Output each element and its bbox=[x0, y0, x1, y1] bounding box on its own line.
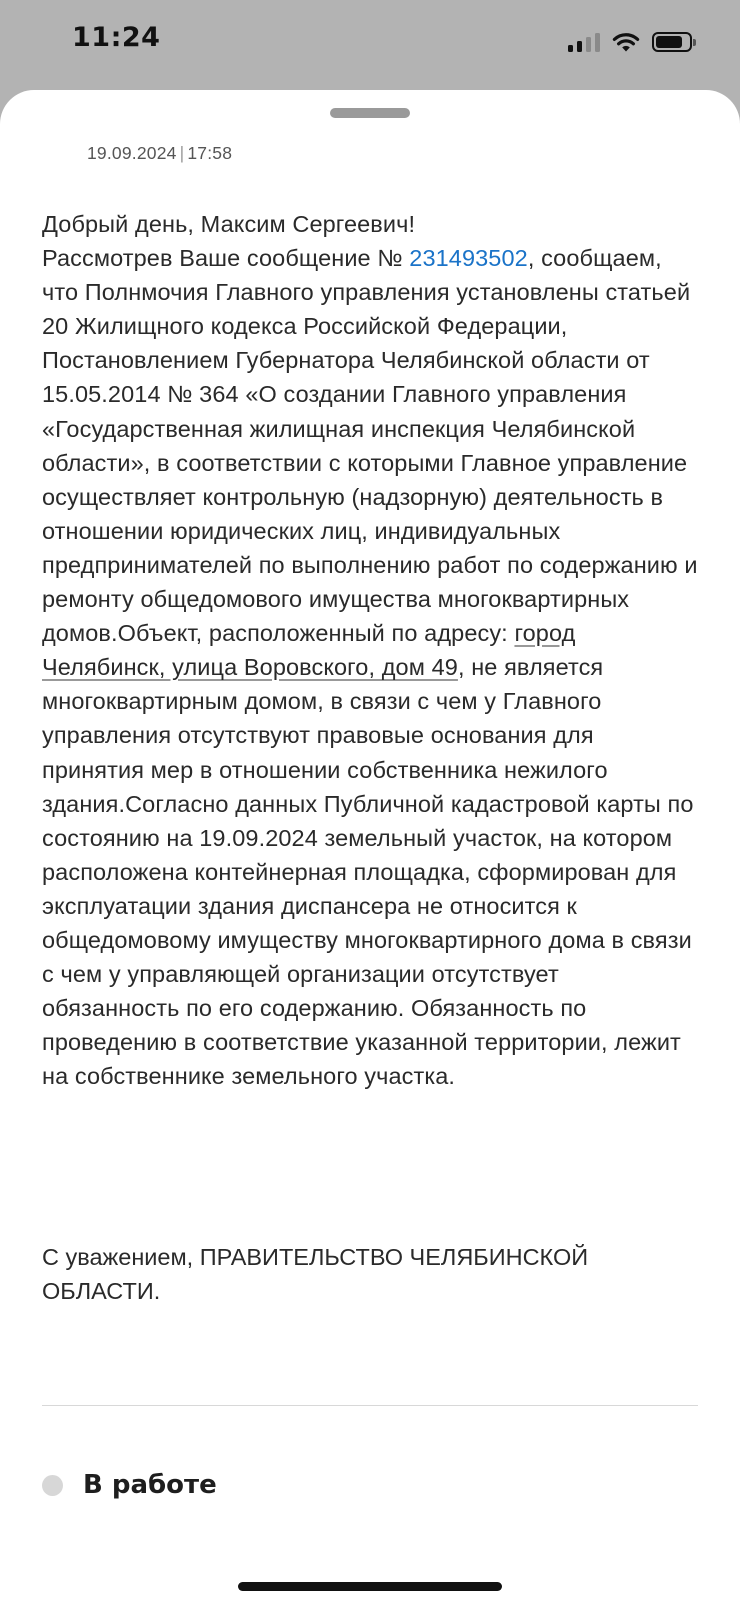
wifi-icon bbox=[612, 32, 640, 53]
request-status bbox=[42, 1470, 217, 1500]
message-number-link[interactable]: 231493502 bbox=[409, 245, 528, 272]
message-body-part1: , сообщаем, что Полнмочия Главного управления установлены статьей 20 Жилищного кодекса Российской Федерации, Постановлением Губернатора Челябинской области от 15.05.2014 № 364 «О создании Главного управления «Государственная жилищная инспекция Челябинской области», в соответствии с которыми Главное управление осуществляет контрольную (надзорную) деятельность в отношении юридических лиц, индивидуальных предпринимателей по выполнению работ по содержанию и ремонту общедомового имущества многоквартирных домов.Объект, расположенный по адресу: bbox=[42, 245, 698, 647]
message-date: 19.09.2024 bbox=[87, 143, 177, 163]
status-time: 11:24 bbox=[72, 22, 161, 53]
cellular-signal-icon bbox=[568, 32, 600, 52]
message-sheet bbox=[0, 90, 740, 1601]
status-bar bbox=[0, 0, 740, 90]
divider bbox=[42, 1405, 698, 1406]
message-text bbox=[42, 241, 702, 1093]
message-datetime bbox=[87, 143, 232, 164]
message-time: 17:58 bbox=[187, 143, 233, 163]
datetime-separator: | bbox=[179, 143, 185, 163]
status-dot-icon bbox=[42, 1475, 63, 1496]
status-label: В работе bbox=[83, 1470, 217, 1500]
status-icons bbox=[568, 30, 692, 54]
message-greeting: Добрый день, Максим Сергеевич! bbox=[42, 211, 416, 237]
battery-icon bbox=[652, 32, 692, 52]
message-intro: Рассмотрев Ваше сообщение № bbox=[42, 245, 410, 272]
address-link[interactable]: город Челябинск, улица Воровского, дом 49 bbox=[42, 620, 576, 681]
sheet-grabber[interactable] bbox=[330, 108, 410, 118]
home-indicator[interactable] bbox=[238, 1582, 502, 1591]
message-body-part2: , не является многоквартирным домом, в связи с чем у Главного управления отсутствуют правовые основания для принятия мер в отношении собственника нежилого здания.Согласно данных Публичной кадастровой карты по состоянию на 19.09.2024 земельный участок, на котором расположена контейнерная площадка, сформирован для эксплуатации здания диспансера не относится к общедомовому имуществу многоквартирного дома в связи с чем у управляющей организации отсутствует обязанность по его содержанию. Обязанность по проведению в соответствие указанной территории, лежит на собственнике земельного участка. bbox=[42, 654, 694, 1090]
message-body bbox=[42, 207, 702, 1093]
message-signature: С уважением, ПРАВИТЕЛЬСТВО ЧЕЛЯБИНСКОЙ ОБЛАСТИ. bbox=[42, 1244, 589, 1304]
